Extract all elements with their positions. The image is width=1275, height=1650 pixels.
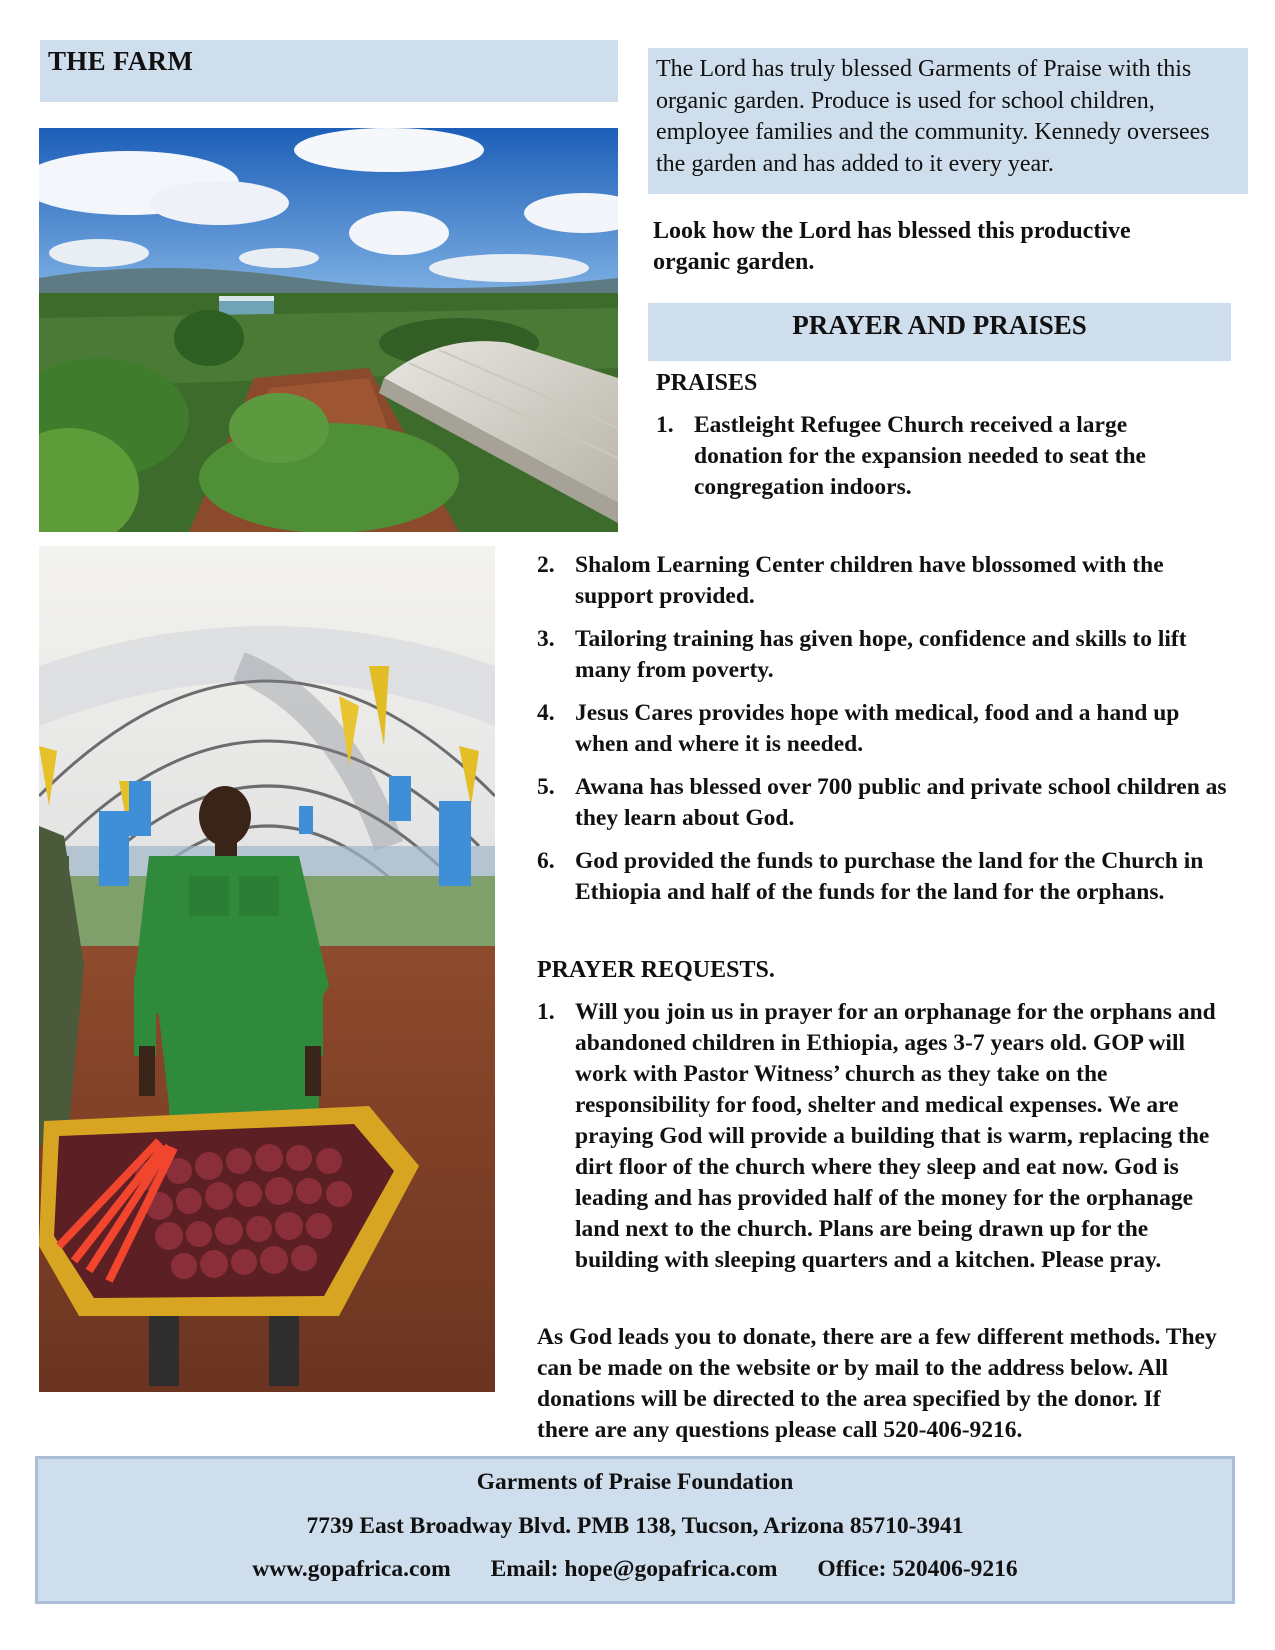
praise-number: 4. [537,700,555,726]
farm-intro-box [648,48,1248,194]
footer-org-name: Garments of Praise Foundation [476,1469,794,1495]
praise-item [537,698,1227,760]
praise-text: Awana has blessed over 700 public and private school children as they learn about God. [575,774,1227,831]
request-number: 1. [537,999,555,1025]
praise-number: 3. [537,626,555,652]
praise-text: Tailoring training has given hope, confidence and skills to lift many from poverty. [575,626,1187,683]
footer-contacts [38,1556,1232,1583]
prayer-requests-heading: PRAYER REQUESTS. [537,957,775,983]
farm-title: THE FARM [48,46,194,76]
farm-intro-text: The Lord has truly blessed Garments of Praise with this organic garden. Produce is used for school children, employee families and the community. Kennedy oversees the garden and has added to it every year. [656,56,1210,177]
footer-website-link[interactable]: www.gopafrica.com [252,1556,451,1582]
praise-item [537,550,1227,612]
farm-title-banner [40,40,618,102]
donation-text: As God leads you to donate, there are a few different methods. They can be made on the website or by mail to the address below. All donations will be directed to the area specified by the donor. If there are any questions please call 520-406-9216. [537,1324,1217,1443]
praises-heading: PRAISES [656,370,758,396]
praise-item [537,624,1227,686]
praise-number: 1. [656,412,674,438]
praise-text: Jesus Cares provides hope with medical, food and a hand up when and where it is needed. [575,700,1180,757]
praise-number: 2. [537,552,555,578]
greenhouse-harvest-photo [39,546,495,1392]
footer-address: 7739 East Broadway Blvd. PMB 138, Tucson, Arizona 85710-3941 [306,1513,964,1539]
farm-landscape-photo [39,128,618,532]
praise-text: God provided the funds to purchase the land for the Church in Ethiopia and half of the funds for the land for the orphans. [575,848,1204,905]
praise-number: 6. [537,848,555,874]
prayer-praises-heading: PRAYER AND PRAISES [792,310,1087,340]
footer-email-link[interactable]: Email: hope@gopafrica.com [490,1556,778,1582]
prayer-request-item [537,997,1237,1276]
praise-item [537,772,1227,834]
footer-office-phone: Office: 520406-9216 [817,1556,1018,1582]
praise-number: 5. [537,774,555,800]
praise-item [656,410,1211,503]
praise-text: Eastleight Refugee Church received a large donation for the expansion needed to seat the congregation indoors. [694,412,1146,500]
praise-item [537,846,1207,908]
praise-text: Shalom Learning Center children have blossomed with the support provided. [575,552,1164,609]
request-text: Will you join us in prayer for an orphanage for the orphans and abandoned children in Ethiopia, ages 3-7 years old. GOP will work with Pastor Witness’ church as they take on the responsibility for food, shelter and medical expenses. We are praying God will provide a building that is warm, replacing the dirt floor of the church where they sleep and eat now. God is leading and has provided half of the money for the orphanage land next to the church. Plans are being drawn up for the building with sleeping quarters and a kitchen. Please pray. [575,999,1216,1273]
footer-contact-box [35,1456,1235,1604]
farm-look-text: Look how the Lord has blessed this productive organic garden. [653,218,1131,275]
prayer-praises-banner [648,303,1231,361]
